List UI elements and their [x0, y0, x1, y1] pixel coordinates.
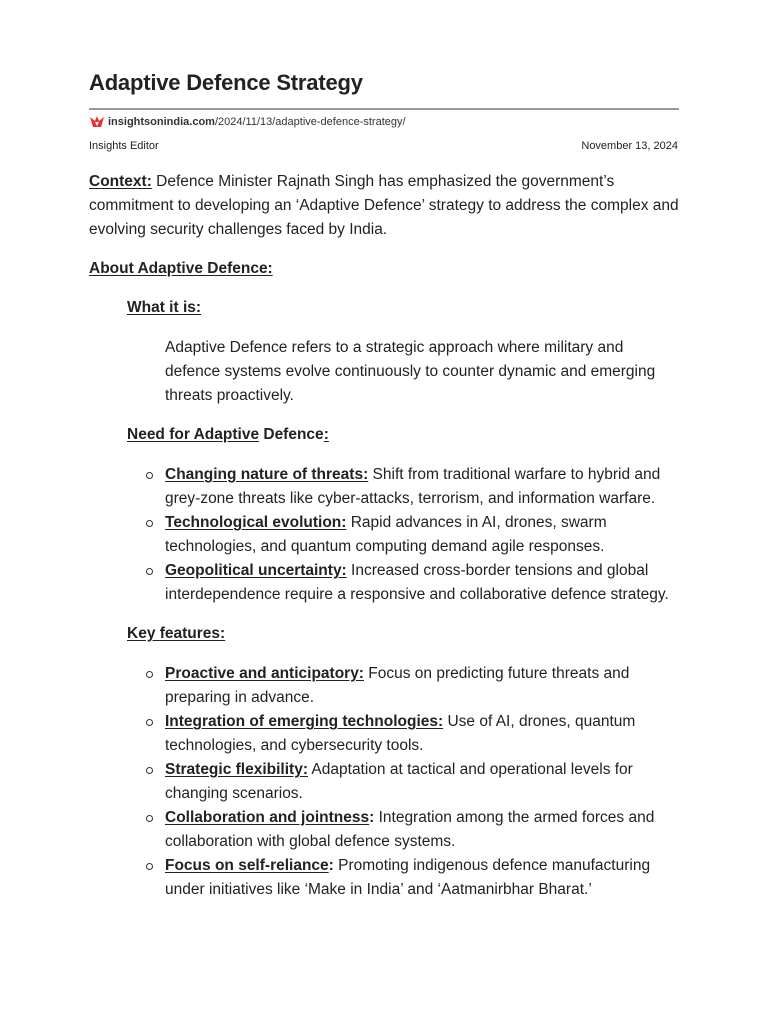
context-label: Context: — [89, 173, 152, 190]
list-item: Geopolitical uncertainty: Increased cross-border tensions and global interdependence require a responsive and collaborative defence strategy. — [165, 559, 681, 607]
context-paragraph — [89, 170, 681, 242]
source-path[interactable]: /2024/11/13/adaptive-defence-strategy/ — [214, 115, 406, 128]
list-item: Collaboration and jointness: Integration among the armed forces and collaboration with global defence systems. — [165, 806, 681, 854]
list-item: Focus on self-reliance: Promoting indigenous defence manufacturing under initiatives like ‘Make in India’ and ‘Aatmanirbhar Bharat.’ — [165, 854, 681, 902]
list-item: Changing nature of threats: Shift from traditional warfare to hybrid and grey-zone threats like cyber-attacks, terrorism, and information warfare. — [165, 463, 681, 511]
list-item: Integration of emerging technologies: Use of AI, drones, quantum technologies, and cybersecurity tools. — [165, 710, 681, 758]
article-body — [89, 170, 681, 917]
page-title: Adaptive Defence Strategy — [89, 70, 363, 95]
author: Insights Editor — [89, 140, 159, 152]
key-features-heading: Key features: — [127, 625, 226, 642]
source-url[interactable] — [89, 115, 406, 128]
need-list — [89, 463, 681, 607]
what-it-is-heading: What it is: — [127, 299, 202, 316]
list-item: Strategic flexibility: Adaptation at tactical and operational levels for changing scenarios. — [165, 758, 681, 806]
list-item: Proactive and anticipatory: Focus on predicting future threats and preparing in advance. — [165, 662, 681, 710]
list-item: Technological evolution: Rapid advances in AI, drones, swarm technologies, and quantum computing demand agile responses. — [165, 511, 681, 559]
title-divider — [89, 108, 679, 110]
about-heading: About Adaptive Defence: — [89, 260, 273, 277]
source-domain[interactable]: insightsonindia.com — [108, 115, 215, 128]
need-heading: Need for Adaptive Defence: — [127, 426, 329, 443]
insights-logo-icon — [89, 115, 105, 128]
publish-date: November 13, 2024 — [581, 140, 678, 152]
article-meta — [89, 140, 678, 152]
context-text: Defence Minister Rajnath Singh has emphasized the government’s commitment to developing an ‘Adaptive Defence’ strategy to address the complex and evolving security challenges faced by India. — [89, 173, 679, 238]
key-features-list — [89, 662, 681, 902]
what-it-is-text: Adaptive Defence refers to a strategic approach where military and defence systems evolve continuously to counter dynamic and emerging threats proactively. — [165, 339, 656, 404]
